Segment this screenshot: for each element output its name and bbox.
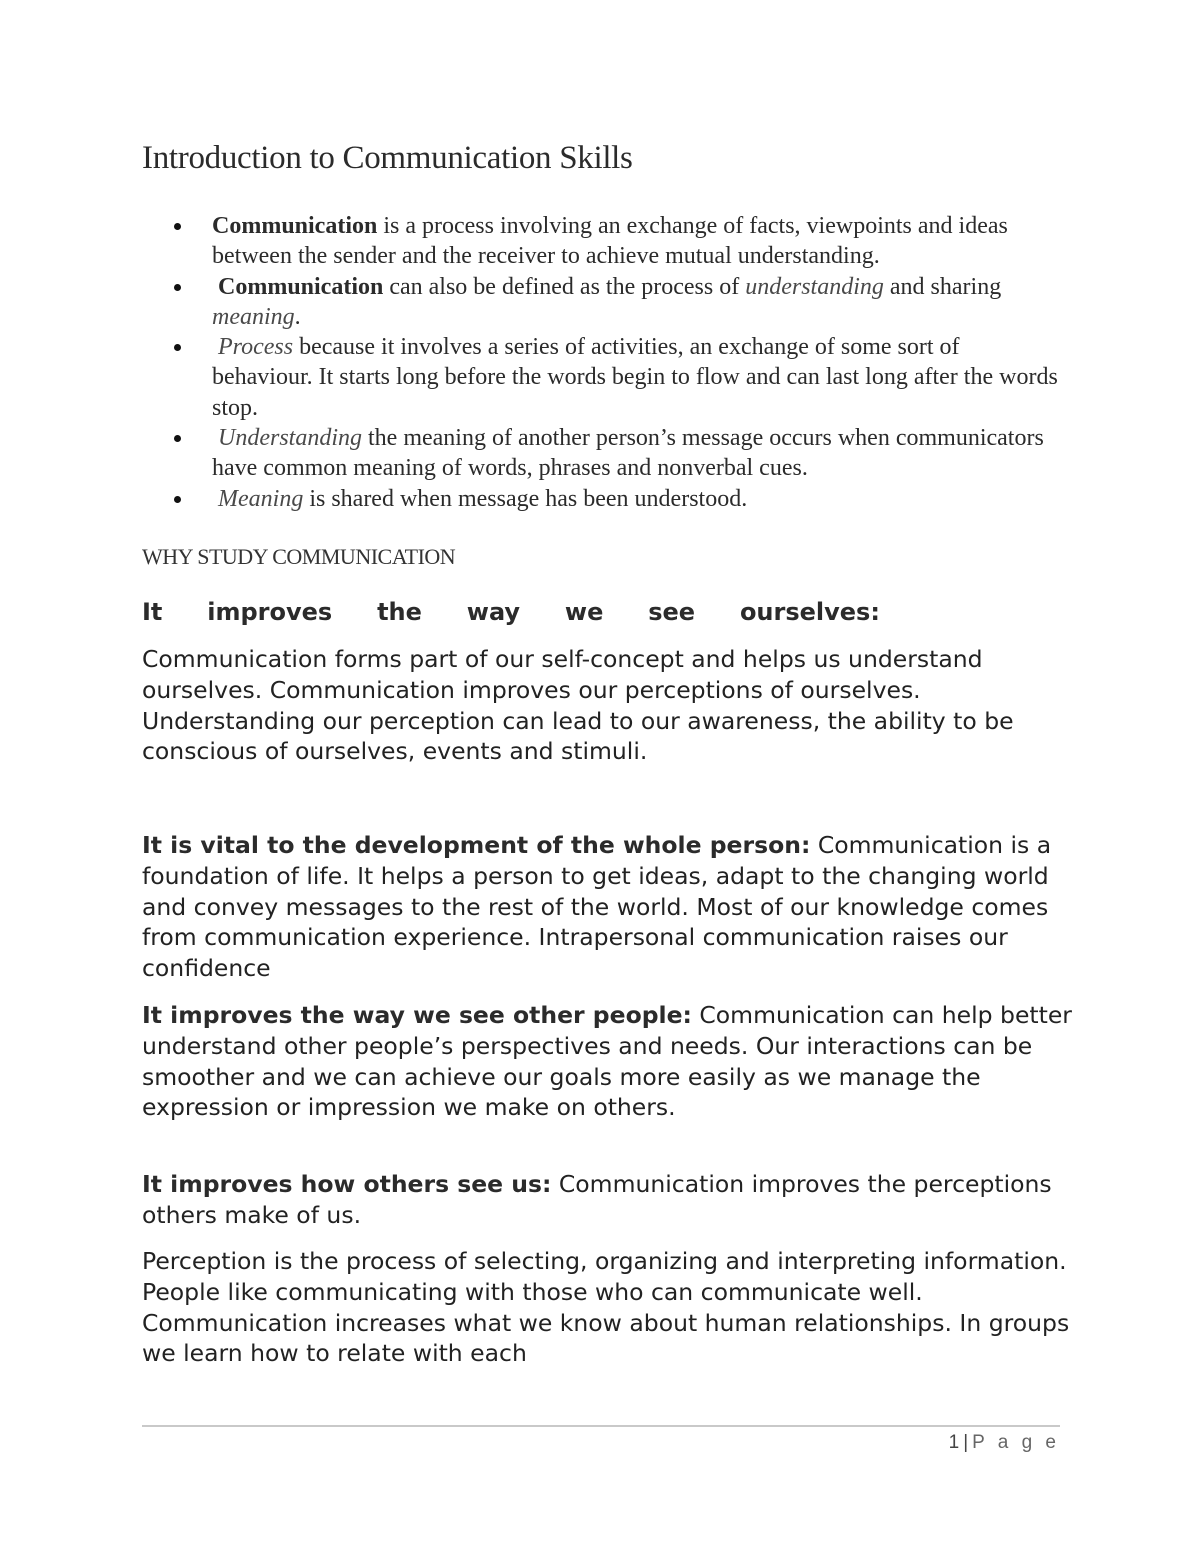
italic-term: Process xyxy=(218,334,294,361)
italic-term: Meaning xyxy=(218,485,304,512)
document-title: Introduction to Communication Skills xyxy=(142,140,633,176)
heading-word: the xyxy=(377,598,422,626)
list-item-text: can also be defined as the process of xyxy=(383,273,746,300)
paragraph-self-concept: Communication forms part of our self-concept and helps us understand ourselves. Communication improves our perceptions of ourselves. Understanding our perception can lead to our awareness, the ability to be conscious of ourselves, events and stimuli. xyxy=(142,645,1014,766)
list-item xyxy=(172,332,1062,423)
list-item xyxy=(172,484,1062,514)
bullet-icon xyxy=(174,435,181,442)
section-heading: WHY STUDY COMMUNICATION xyxy=(142,544,456,569)
paragraph-text: Communication can help better understand other people’s perspectives and needs. Our interactions can be smoother and we can achieve our goals more easily as we manage the expression or impression we make on others. xyxy=(142,1001,1072,1122)
footer-divider xyxy=(142,1425,1060,1427)
italic-term: Understanding xyxy=(218,425,362,452)
paragraph-perception: Perception is the process of selecting, organizing and interpreting information. People like communicating with those who can communicate well. Communication increases what we know about human relationships. In groups we learn how to relate with each xyxy=(142,1247,1070,1368)
list-item-text: the meaning of another person’s message occurs when communicators have common meaning of words, phrases and nonverbal cues. xyxy=(212,425,1044,482)
list-item-text: is a process involving an exchange of facts, viewpoints and ideas between the sender and the receiver to achieve mutual understanding. xyxy=(212,213,1008,270)
paragraph-heading: It improves how others see us: xyxy=(142,1170,552,1198)
heading-word: see xyxy=(648,598,696,626)
paragraph-heading: It is vital to the development of the whole person: xyxy=(142,831,811,859)
heading-word: ourselves: xyxy=(739,598,880,626)
italic-term: understanding xyxy=(745,273,884,300)
bullet-icon xyxy=(174,284,181,291)
heading-word: way xyxy=(466,598,521,626)
footer-separator: | xyxy=(963,1432,969,1453)
list-item-text: and sharing xyxy=(883,273,1002,300)
heading-word: It xyxy=(142,598,163,626)
list-item-text: . xyxy=(294,303,301,330)
italic-term: meaning xyxy=(212,303,295,330)
paragraph-heading: It improves the way we see other people: xyxy=(142,1001,692,1029)
bullet-icon xyxy=(174,223,181,230)
page-label: P a g e xyxy=(972,1432,1060,1453)
list-item xyxy=(172,211,1062,272)
list-item xyxy=(172,272,1062,333)
definition-list xyxy=(172,211,1062,514)
paragraph-text: Communication improves the perceptions others make of us. xyxy=(142,1170,1052,1229)
paragraph-text: Communication is a foundation of life. It helps a person to get ideas, adapt to the changing world and convey messages to the rest of the world. Most of our knowledge comes from communication experience. Intrapersonal communication raises our confidence xyxy=(142,831,1052,983)
list-item-text: because it involves a series of activities, an exchange of some sort of behaviour. It starts long before the words begin to flow and can last long after the words stop. xyxy=(212,334,1058,421)
page-number: 1 xyxy=(948,1432,960,1453)
heading-word: we xyxy=(564,598,604,626)
list-item-text: is shared when message has been understood. xyxy=(303,485,748,512)
list-item xyxy=(172,423,1062,484)
paragraph-whole-person xyxy=(142,830,1072,984)
bold-term: Communication xyxy=(218,273,384,300)
bullet-icon xyxy=(174,496,181,503)
paragraph-other-people xyxy=(142,1000,1072,1123)
page-footer xyxy=(949,1432,1060,1454)
bold-term: Communication xyxy=(212,213,378,239)
bullet-icon xyxy=(174,344,181,351)
heading-word: improves xyxy=(207,598,333,626)
subheading-improves-self xyxy=(142,598,880,626)
paragraph-others-see-us xyxy=(142,1169,1072,1231)
